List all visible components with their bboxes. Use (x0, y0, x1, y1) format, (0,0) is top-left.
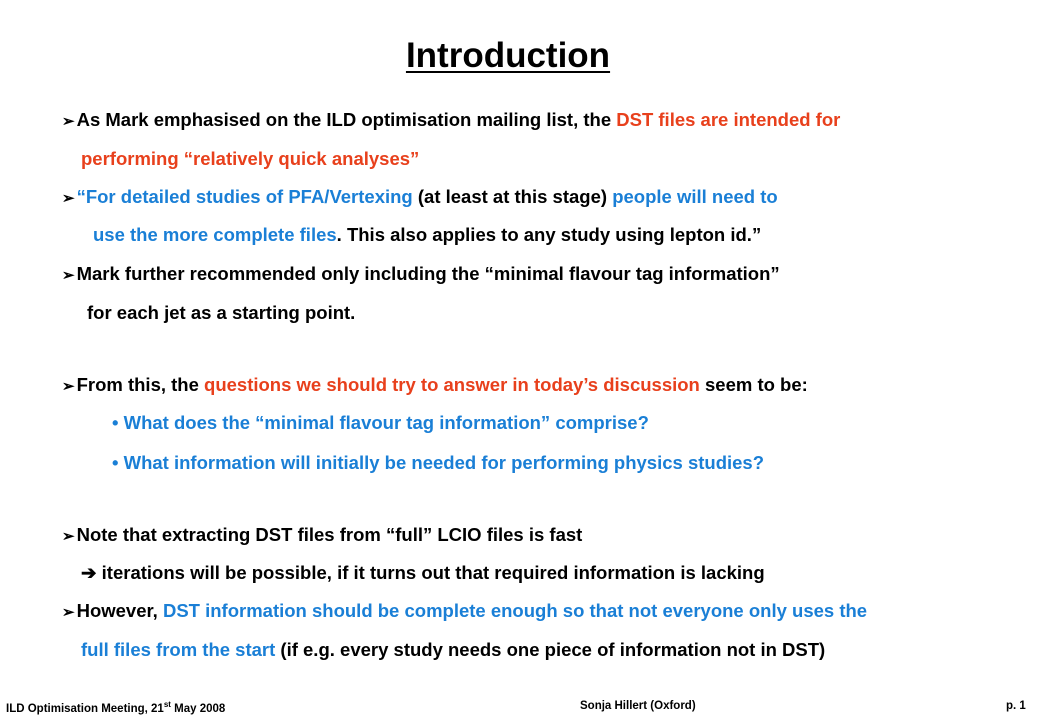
point-3-line-1: ➢ Mark further recommended only including the “minimal flavour tag information” (62, 263, 780, 284)
arrow-bullet-icon: ➢ (62, 190, 75, 207)
point-6-line-1: ➢ However, DST information should be complete enough so that not everyone only uses the (62, 600, 868, 621)
arrow-bullet-icon: ➢ (62, 267, 75, 284)
slide-title: Introduction (405, 36, 611, 75)
sub-bullet-2: • What information will initially be needed for performing physics studies? (112, 452, 765, 473)
arrow-bullet-icon: ➢ (62, 113, 75, 130)
arrow-bullet-icon: ➢ (62, 528, 75, 545)
point-2-line-2: use the more complete files. This also applies to any study using lepton id.” (93, 224, 762, 245)
point-6-line-2: full files from the start (if e.g. every study needs one piece of information not in DST) (81, 639, 826, 660)
point-2-line-1: ➢ “For detailed studies of PFA/Vertexing (at least at this stage) people will need to (62, 186, 778, 207)
sub-bullet-1: • What does the “minimal flavour tag information” comprise? (112, 412, 649, 433)
point-4-line-1: ➢ From this, the questions we should try to answer in today’s discussion seem to be: (62, 374, 808, 395)
footer-author: Sonja Hillert (Oxford) (580, 700, 696, 712)
right-arrow-icon: ➔ (81, 562, 97, 583)
bullet-dot-icon: • (112, 412, 119, 433)
arrow-bullet-icon: ➢ (62, 378, 75, 395)
arrow-bullet-icon: ➢ (62, 604, 75, 621)
footer-page-number: p. 1 (1006, 700, 1026, 712)
point-5-line-2: ➔ iterations will be possible, if it turns out that required information is lacking (81, 562, 765, 583)
point-1-line-1: ➢ As Mark emphasised on the ILD optimisation mailing list, the DST files are intended for (62, 109, 841, 130)
footer-meeting: ILD Optimisation Meeting, 21st May 2008 (6, 700, 226, 715)
point-5-line-1: ➢ Note that extracting DST files from “full” LCIO files is fast (62, 524, 583, 545)
bullet-dot-icon: • (112, 452, 119, 473)
point-3-line-2: for each jet as a starting point. (87, 302, 356, 323)
point-1-line-2: performing “relatively quick analyses” (81, 148, 420, 169)
